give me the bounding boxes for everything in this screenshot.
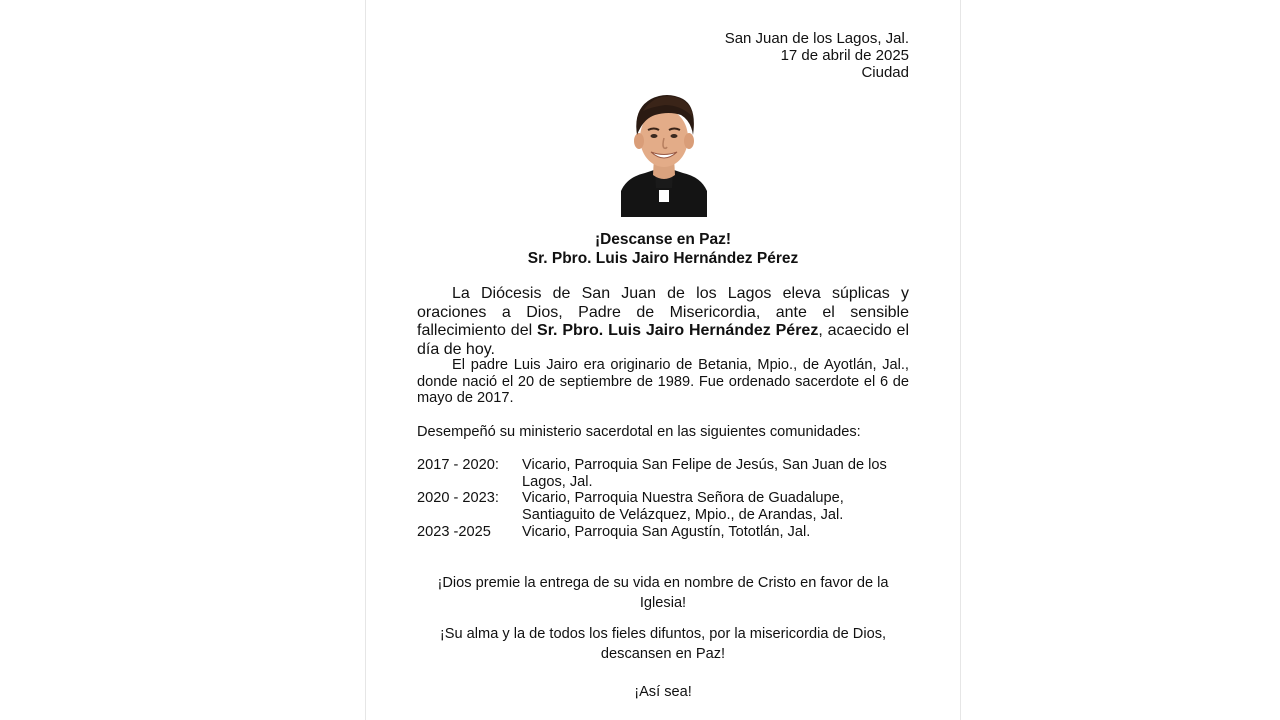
letter-header [609,30,909,81]
closing-amen: ¡Así sea! [634,684,692,700]
document-page [365,0,961,720]
assignment-place: Vicario, Parroquia San Agustín, Tototlán, Jal. [522,523,811,540]
announcement-text-before: La Diócesis de San Juan de los Lagos eleva súplicas y oraciones a Dios, Padre de Misericordia, ante el sensible fallecimiento del [417,285,909,339]
biography-paragraph: El padre Luis Jairo era originario de Betania, Mpio., de Ayotlán, Jal., donde nació el 20 de septiembre de 1989. Fue ordenado sacerdote el 6 de mayo de 2017. [417,357,909,406]
header-date: 17 de abril de 2025 [780,47,909,64]
memorial-title [417,230,909,268]
priest-portrait-icon [621,91,707,217]
title-line-name: Sr. Pbro. Luis Jairo Hernández Pérez [527,250,799,267]
announcement-text-after: , acaecido el día de hoy. [417,322,910,358]
ministry-intro: Desempeñó su ministerio sacerdotal en las siguientes comunidades: [417,424,861,440]
header-city: Ciudad [861,64,909,81]
closing-prayer: ¡Su alma y la de todos los fieles difuntos, por la misericordia de Dios, descansen en Paz! [439,626,887,662]
announcement-paragraph [417,285,909,359]
assignment-place: Vicario, Parroquia San Felipe de Jesús, San Juan de los Lagos, Jal. [522,457,887,490]
announcement-bold-name: Sr. Pbro. Luis Jairo Hernández Pérez [537,322,819,339]
closing-blessing: ¡Dios premie la entrega de su vida en nombre de Cristo en favor de la Iglesia! [437,575,889,611]
assignment-row [417,524,909,541]
assignment-years: 2023 -2025 [417,523,491,540]
assignment-place: Vicario, Parroquia Nuestra Señora de Guadalupe, Santiaguito de Velázquez, Mpio., de Arandas, Jal. [522,490,844,524]
header-place: San Juan de los Lagos, Jal. [724,30,909,47]
assignment-row [417,490,909,523]
assignment-years: 2020 - 2023: [417,490,499,507]
assignment-years: 2017 - 2020: [417,457,499,473]
title-line-rest-in-peace: ¡Descanse en Paz! [594,231,732,248]
assignment-row [417,457,909,490]
assignments-list [417,457,909,541]
